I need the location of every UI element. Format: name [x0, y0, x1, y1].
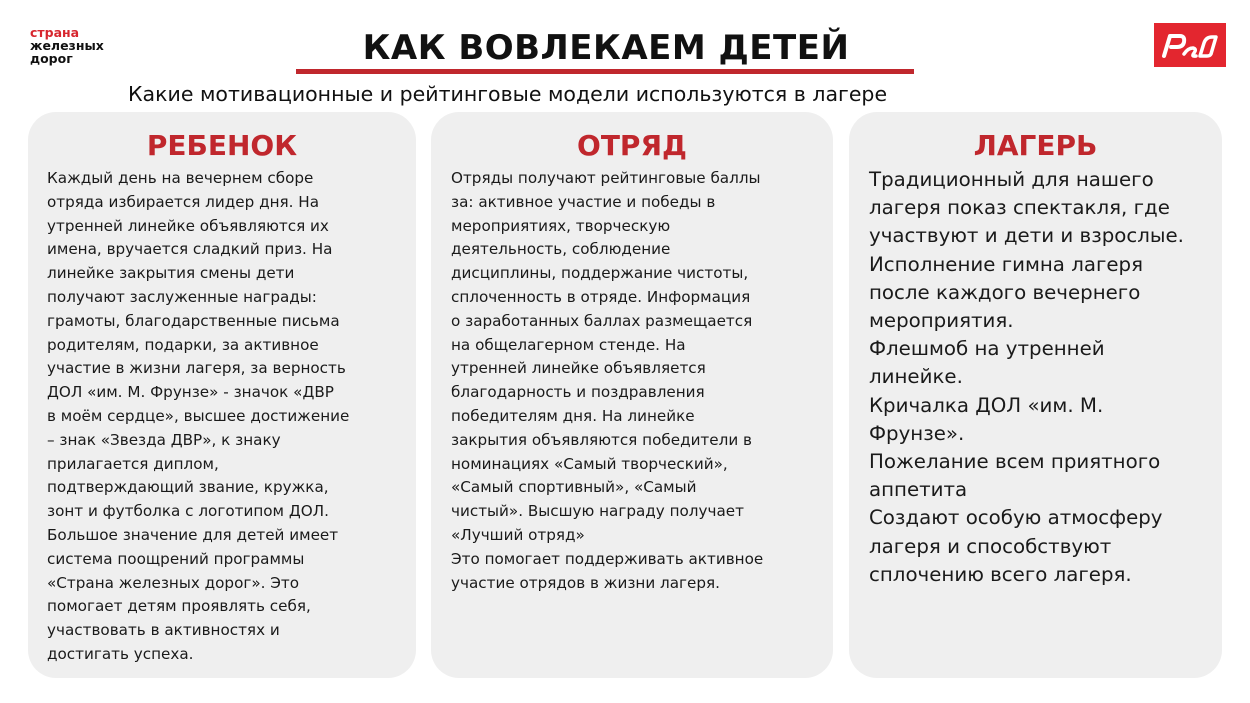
card-squad — [431, 112, 833, 678]
brand-line-1: страна — [30, 25, 80, 40]
card-child — [28, 112, 416, 678]
brand-line-3: дорог — [30, 51, 73, 66]
brand-logo — [30, 26, 104, 65]
brand-line-2: железных — [30, 38, 104, 53]
rzd-logo-icon — [1154, 23, 1226, 67]
title-underline — [296, 69, 914, 74]
card-child-text: Каждый день на вечернем сборе отряда избирается лидер дня. На утренней линейке объявляются их имена, вручается сладкий приз. На линейке закрытия смены дети получают заслуженные награды: грамоты, благодарственные письма родителям, подарки, за активное участие в жизни лагеря, за верность ДОЛ «им. М. Фрунзе» - значок «ДВР в моём сердце», высшее достижение – знак «Звезда ДВР», к знаку прилагается диплом, подтверждающий звание, кружка, зонт и футболка с логотипом ДОЛ. Большое значение для детей имеет система поощрений программы «Страна железных дорог». Это помогает детям проявлять себя, участвовать в активностях и достигать успеха. — [47, 169, 350, 663]
card-camp — [849, 112, 1222, 678]
card-camp-text: Традиционный для нашего лагеря показ спектакля, где участвуют и дети и взрослые. Исполнение гимна лагеря после каждого вечернего мероприятия. Флешмоб на утренней линейке. Кричалка ДОЛ «им. М. Фрунзе». Пожелание всем приятного аппетита Создают особую атмосферу лагеря и способствуют сплочению всего лагеря. — [869, 168, 1184, 586]
page-subtitle: Какие мотивационные и рейтинговые модели используются в лагере — [128, 82, 888, 106]
page-title: КАК ВОВЛЕКАЕМ ДЕТЕЙ — [362, 28, 850, 68]
card-child-title: РЕБЕНОК — [146, 129, 298, 162]
card-camp-title: ЛАГЕРЬ — [973, 129, 1098, 162]
card-squad-title: ОТРЯД — [577, 129, 687, 162]
rzd-logo-mark — [1154, 23, 1226, 67]
card-squad-text: Отряды получают рейтинговые баллы за: активное участие и победы в мероприятиях, творческую деятельность, соблюдение дисциплины, поддержание чистоты, сплоченность в отряде. Информация о заработанных баллах размещается на общелагерном стенде. На утренней линейке объявляется благодарность и поздравления победителям дня. На линейке закрытия объявляются победители в номинациях «Самый творческий», «Самый спортивный», «Самый чистый». Высшую награду получает «Лучший отряд» Это помогает поддерживать активное участие отрядов в жизни лагеря. — [451, 169, 764, 592]
